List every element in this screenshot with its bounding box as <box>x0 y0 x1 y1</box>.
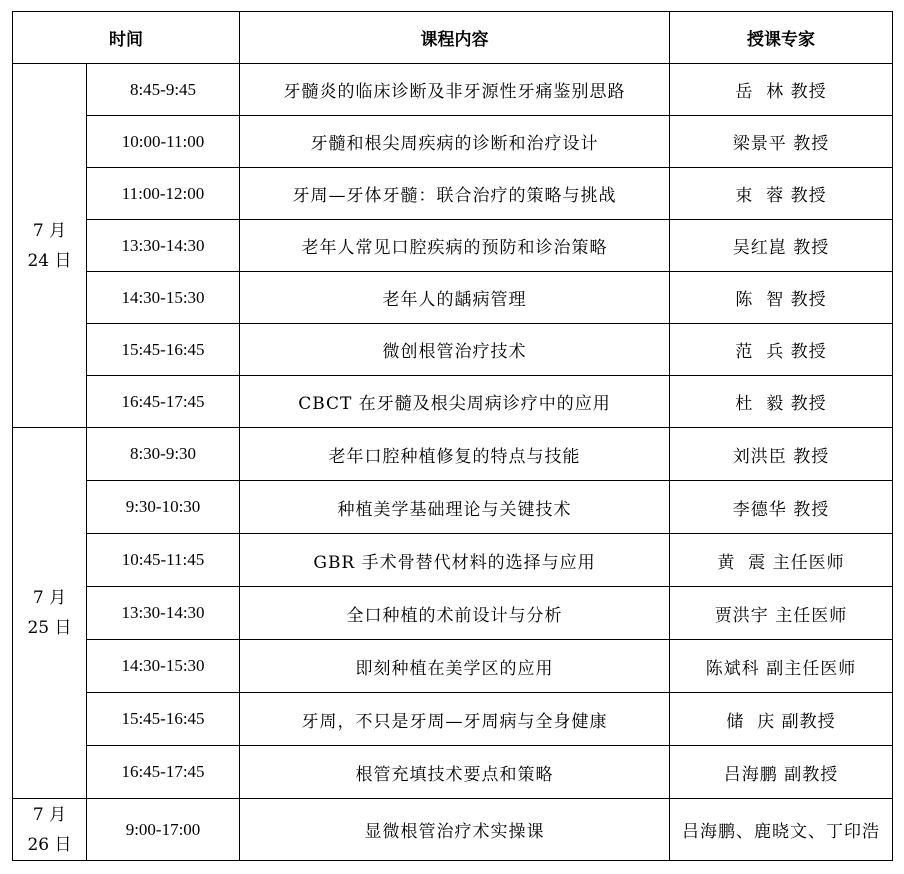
date-month: 7 月 <box>32 220 67 241</box>
time-cell: 13:30-14:30 <box>87 587 240 640</box>
time-cell: 14:30-15:30 <box>87 272 240 324</box>
time-cell: 9:00-17:00 <box>87 799 240 861</box>
time-cell: 13:30-14:30 <box>87 220 240 272</box>
expert-cell: 陈 智 教授 <box>670 272 893 324</box>
course-cell: CBCT 在牙髓及根尖周病诊疗中的应用 <box>240 376 670 428</box>
table-row <box>13 693 893 746</box>
expert-cell: 黄 震 主任医师 <box>670 534 893 587</box>
table-row <box>13 534 893 587</box>
schedule-table <box>12 11 893 861</box>
course-cell: 种植美学基础理论与关键技术 <box>240 481 670 534</box>
time-cell: 9:30-10:30 <box>87 481 240 534</box>
header-course: 课程内容 <box>240 12 670 64</box>
time-cell: 15:45-16:45 <box>87 693 240 746</box>
time-cell: 10:45-11:45 <box>87 534 240 587</box>
expert-cell: 杜 毅 教授 <box>670 376 893 428</box>
time-cell: 16:45-17:45 <box>87 376 240 428</box>
expert-cell: 吕海鹏、鹿晓文、丁印浩 <box>670 799 893 861</box>
course-cell: 牙髓和根尖周疾病的诊断和治疗设计 <box>240 116 670 168</box>
date-day: 26 日 <box>27 834 72 855</box>
expert-cell: 范 兵 教授 <box>670 324 893 376</box>
table-row <box>13 272 893 324</box>
date-day: 25 日 <box>27 618 72 638</box>
expert-cell: 束 蓉 教授 <box>670 168 893 220</box>
header-time: 时间 <box>13 12 240 64</box>
expert-cell: 贾洪宇 主任医师 <box>670 587 893 640</box>
header-row <box>13 12 893 64</box>
expert-cell: 梁景平 教授 <box>670 116 893 168</box>
course-cell: 牙髓炎的临床诊断及非牙源性牙痛鉴别思路 <box>240 64 670 116</box>
table-row <box>13 168 893 220</box>
table-row <box>13 220 893 272</box>
table-row <box>13 746 893 799</box>
date-cell <box>13 428 87 799</box>
expert-cell: 吴红崑 教授 <box>670 220 893 272</box>
course-cell: 老年人常见口腔疾病的预防和诊治策略 <box>240 220 670 272</box>
course-cell: 全口种植的术前设计与分析 <box>240 587 670 640</box>
expert-cell: 李德华 教授 <box>670 481 893 534</box>
date-month: 7 月 <box>32 588 67 608</box>
course-cell: GBR 手术骨替代材料的选择与应用 <box>240 534 670 587</box>
course-cell: 老年人的龋病管理 <box>240 272 670 324</box>
course-cell: 老年口腔种植修复的特点与技能 <box>240 428 670 481</box>
table-row <box>13 587 893 640</box>
time-cell: 8:45-9:45 <box>87 64 240 116</box>
date-month: 7 月 <box>32 804 67 825</box>
course-cell: 牙周—牙体牙髓：联合治疗的策略与挑战 <box>240 168 670 220</box>
expert-cell: 吕海鹏 副教授 <box>670 746 893 799</box>
time-cell: 16:45-17:45 <box>87 746 240 799</box>
date-day: 24 日 <box>27 250 72 271</box>
date-cell <box>13 64 87 428</box>
time-cell: 8:30-9:30 <box>87 428 240 481</box>
time-cell: 10:00-11:00 <box>87 116 240 168</box>
table-row <box>13 324 893 376</box>
table-row <box>13 481 893 534</box>
time-cell: 14:30-15:30 <box>87 640 240 693</box>
table-row <box>13 799 893 861</box>
course-cell: 显微根管治疗术实操课 <box>240 799 670 861</box>
course-cell: 牙周，不只是牙周—牙周病与全身健康 <box>240 693 670 746</box>
course-cell: 根管充填技术要点和策略 <box>240 746 670 799</box>
header-expert: 授课专家 <box>670 12 893 64</box>
time-cell: 15:45-16:45 <box>87 324 240 376</box>
course-cell: 即刻种植在美学区的应用 <box>240 640 670 693</box>
course-cell: 微创根管治疗技术 <box>240 324 670 376</box>
expert-cell: 刘洪臣 教授 <box>670 428 893 481</box>
table-row <box>13 428 893 481</box>
expert-cell: 陈斌科 副主任医师 <box>670 640 893 693</box>
schedule-body <box>13 64 893 861</box>
expert-cell: 岳 林 教授 <box>670 64 893 116</box>
table-row <box>13 376 893 428</box>
date-cell <box>13 799 87 861</box>
expert-cell: 储 庆 副教授 <box>670 693 893 746</box>
time-cell: 11:00-12:00 <box>87 168 240 220</box>
table-row <box>13 64 893 116</box>
table-row <box>13 116 893 168</box>
table-row <box>13 640 893 693</box>
